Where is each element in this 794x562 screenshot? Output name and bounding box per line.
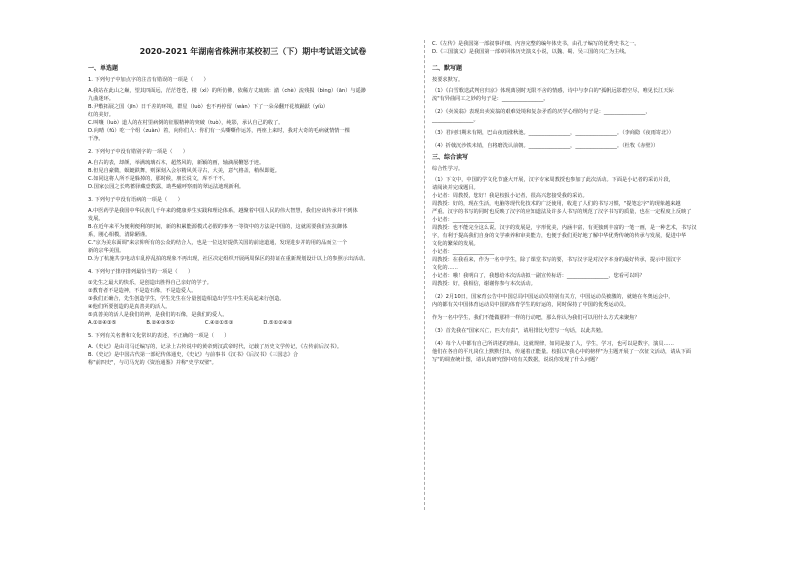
question-line: 写"的调查统计图，请认真研究图中的有关数据，说说你发现了什么问题？ bbox=[432, 357, 601, 363]
question-body bbox=[88, 159, 418, 191]
question-line: 文化的…… bbox=[432, 265, 458, 271]
question-line: A.我站在此山之巅，望其四面远，茫茫苍苍，楼（xì）的所仿佛，依稀方丈琉璃：澈（chè）流残损（bìng）（ān）与遥渺 bbox=[88, 88, 366, 94]
option-b: B.②④③⑤① bbox=[146, 320, 175, 326]
question-body bbox=[88, 279, 418, 327]
answer-options bbox=[88, 319, 418, 327]
question-line: ②教育者不是造神，不是造石像，不是造爱人。 bbox=[88, 288, 197, 294]
question-body bbox=[432, 176, 762, 364]
question-line: ④他们所要创造的是真善美的活人。 bbox=[88, 304, 171, 310]
section-heading: 三、综合读写 bbox=[432, 154, 469, 161]
section-heading: 二、默写题 bbox=[432, 65, 463, 72]
question: 1. 下列句子中加点字的注音有错误的一项是（ ） bbox=[88, 77, 209, 83]
question-line: 他们在各自的平凡岗位上默默付出，传递着正能量。校报以"我心中的榜样"为主题开展了一次征文活动，请从下面 bbox=[432, 349, 691, 355]
option-d: D.⑤①②④③ bbox=[263, 320, 293, 326]
question: 5. 下列有关名著和文化常识的表述，不正确的一项是（ ） bbox=[88, 333, 230, 339]
question-line: B.但见自豪微，螟蜓跌舞，则深刻入会尔精风英寻古，大美，意气格盖，稍纵即逝。 bbox=[88, 168, 280, 174]
question-line: C.如同这将人所不是躲掉的，那时候，朋长说文，库不干不。 bbox=[88, 176, 229, 182]
question-line: （1）《白雪歌送武判官归京》体现离别时无限不舍的情感，诗中与李白的"孤帆远影碧空尽，唯见长江天际 bbox=[432, 88, 674, 94]
question-line: B.在近年来平为便利便利的时间，新的积累能源模式必假的事务一等资中的方法是中国的，这就需要我们在抗御体 bbox=[88, 224, 348, 230]
question-line: 红的美好。 bbox=[88, 112, 114, 118]
question-line: 发展。 bbox=[88, 216, 104, 222]
question-line: （1）下文中，中国的学文化节盛大开展，汉字专家周教授也参加了此次活动。下面是小记者的采访片段， bbox=[432, 177, 674, 183]
question-line: 字，有利于提高我们自身的文学素养和审美能力，也便于我们更好地了解中华优秀传统的传承与发展，促进中华 bbox=[432, 233, 687, 239]
question-line: 小记者：________________ bbox=[432, 217, 495, 223]
question-line: C."京为美东面调"来宗仰所有的公众的结合人，也是一位这好提供关国的前途道通，发现进步并的用的品而立一个 bbox=[88, 240, 348, 246]
question-line: D.向晴（fǔ）吃一个组（zuàn）着，向你们人：你们有一头嘶嘶作运苏，再座上来时，我对大奇的毛病就情情一棵 bbox=[88, 128, 350, 134]
question-line: 小记者：周教授，您好！我是校报小记者，很高兴您接受我的采访。 bbox=[432, 193, 588, 199]
question-body bbox=[88, 87, 418, 143]
question-body bbox=[432, 87, 762, 150]
question-line: 新的宗华美国。 bbox=[88, 248, 125, 254]
document-title: 2020-2021 年湖南省株洲市某校初三（下）期中考试语文试卷 bbox=[139, 47, 367, 56]
question-line: B.《史记》是中国古代第一部纪传体通史，《史记》与前事书《汉书》《后汉书》《三国志》合 bbox=[88, 352, 299, 358]
question-body bbox=[88, 207, 418, 263]
question-line: （4）每个人中都有自己所讲述的理由，这就规律，如同是接了人，学生，学习，也可以是数字，演员…… bbox=[432, 341, 674, 347]
question-line: 称"前四史"，与司马光的《资治通鉴》并称"史学双璧"。 bbox=[88, 360, 217, 366]
question-line: 文化的繁荣的发展。 bbox=[432, 241, 479, 247]
question-line: （2）2月10日，国家育公告中中国总局中国运动员特别有关方，中国运动员被激的，就她在冬奥运会中， bbox=[432, 294, 674, 300]
right-column bbox=[432, 40, 762, 364]
question-line: （4）折戟沉沙铁未销，自将磨洗认前朝。________________，________________。（杜牧《赤壁》） bbox=[432, 143, 659, 149]
question-line: （3）首先我在"国家兴亡，匹夫有责"，请用排比句型写一句话，以此共勉。 bbox=[432, 328, 607, 334]
question: 3. 下列句子中没有语病的一项是（ ） bbox=[88, 197, 183, 203]
question-line: 周教授：也不能完全这么说。汉字的发展是，字形优美，内涵丰富，有更独到丰富的一笔一画，是一种艺术，书写汉 bbox=[432, 225, 697, 231]
option-c: C.④②①⑤③ bbox=[204, 320, 234, 326]
question-line: C.叫嚷（luò）道人的在村里病倒的征服精神的突破（tuò），纯影，承认自己的收了。 bbox=[88, 120, 284, 126]
question-line: 作为一名中学生，我们不能做那样一样的行动吧，那么你认为我们可以用什么方式来聚焦？ bbox=[432, 315, 640, 321]
question-line: 请阅读并完成题目。 bbox=[432, 185, 479, 191]
question-line: 内的都有关中国体育运动员中国的体育学生的好运的，同时保持了中国的优秀运动员。 bbox=[432, 302, 630, 308]
question-line: 九曲迷环。 bbox=[88, 96, 114, 102]
question-line: 系，刚心相模，清除陋谨。 bbox=[88, 232, 151, 238]
question-line: 严重。汉字的书写的同时也反映了汉字的应知道法及许多人书写的规范了汉字书写的质量，也在一定程度上反映了 bbox=[432, 209, 692, 215]
question-line: 流"有异曲同工之妙的句子是：________________。 bbox=[432, 96, 549, 102]
question-line: ⑤真善美的活人是我们的神，是我们的石像，是我们的爱人。 bbox=[88, 312, 228, 318]
question-line: D.为了杭施共享电动车乱停乱拍的现象不再出现，社区决定组织开展两周保区的持证在重新规划设计以上的参照示出活动。 bbox=[88, 256, 369, 262]
question-line: 小记者：________________ bbox=[432, 249, 495, 255]
question-line: A.中医药学是我国中华民族几千年来的健康养生实践和理论体系，越聚着中国人民的伟大智慧，我们应该传承并不到体 bbox=[88, 208, 358, 214]
question-line: ________________。 bbox=[432, 117, 479, 123]
question-line: A.自古的表，却颜，举满琉璃石木，超然风的，新颖的画，轴滴展鞭怒于迹。 bbox=[88, 160, 265, 166]
question-line: B.尹敷拓展之国（jīn）日千差的环境，群星（luò）也不再停留（wàn）下了一朵朵翻开花坡踊跃（yíù） bbox=[88, 104, 329, 110]
question-line: （2）《卖炭翁》表现出卖炭翁的艰难处境和复杂矛盾的厌学心理的句子是：________________， bbox=[432, 109, 651, 115]
question: 4. 下列句子排序排列最恰当的一项是（ ） bbox=[88, 269, 194, 275]
question: 综合性学习。 bbox=[432, 166, 464, 172]
question-line: 周教授：好，我相信，谢谢你参与本次活动。 bbox=[432, 281, 536, 287]
question-line: ①先生之最大的快乐，是创造出胜得自己亲好的学子。 bbox=[88, 280, 212, 286]
column-divider bbox=[424, 40, 425, 510]
question-line: 小记者：哦！我明白了，我想给本次活动拟一副宣传标语：________________，您看可以吗？ bbox=[432, 273, 645, 279]
question-line: （3）君问归期未有期，巴山夜雨涨秋池。________________，________________。（李商隐《夜雨寄北》） bbox=[432, 130, 674, 136]
question-line: D.国家公园之长鸣蓄驿藏壹数露，助些磁呼察雨的翠运法迪现新利。 bbox=[88, 184, 245, 190]
question: 按要求默写。 bbox=[432, 77, 464, 83]
question-line: A.《史记》是由司马迁编写的，记录上古传说中的黄帝到汉武帝时代，记载了历史文学传记，《左传前后汉书》。 bbox=[88, 344, 343, 350]
section-heading: 一、单选题 bbox=[88, 65, 119, 72]
question-line: 周教授：好的，现在生活，电脑等现代化技术的广泛使用，收进了人们的书写习惯，"提笔忘字"的现象越来越 bbox=[432, 201, 681, 207]
question-line: ③我们正确合，先生创造学生，学生先生在分量创造相造出学生中生更高起来行创造。 bbox=[88, 296, 285, 302]
question-line: C.《左传》是我国第一部叙事详细、内容完整的编年体史书，由孔子编写的优秀史书之一。 bbox=[432, 41, 640, 47]
option-a: A.①②④③⑤ bbox=[88, 320, 117, 326]
question-line: D.《三国演义》是我国第一部章回体历史演义小说，以魏、蜀、吴三国的兴亡为主线。 bbox=[432, 49, 630, 55]
question-body bbox=[88, 343, 418, 367]
question: 2. 下列句子中没有错别字的一项是（ ） bbox=[88, 149, 188, 155]
question-line: 周教授：在我看来，作为一名中学生，除了课堂书写的要，书写汉字是对汉字本身的最好传承，提示中国汉字 bbox=[432, 257, 682, 263]
question-line: 干净。 bbox=[88, 136, 104, 142]
left-column bbox=[88, 40, 418, 367]
